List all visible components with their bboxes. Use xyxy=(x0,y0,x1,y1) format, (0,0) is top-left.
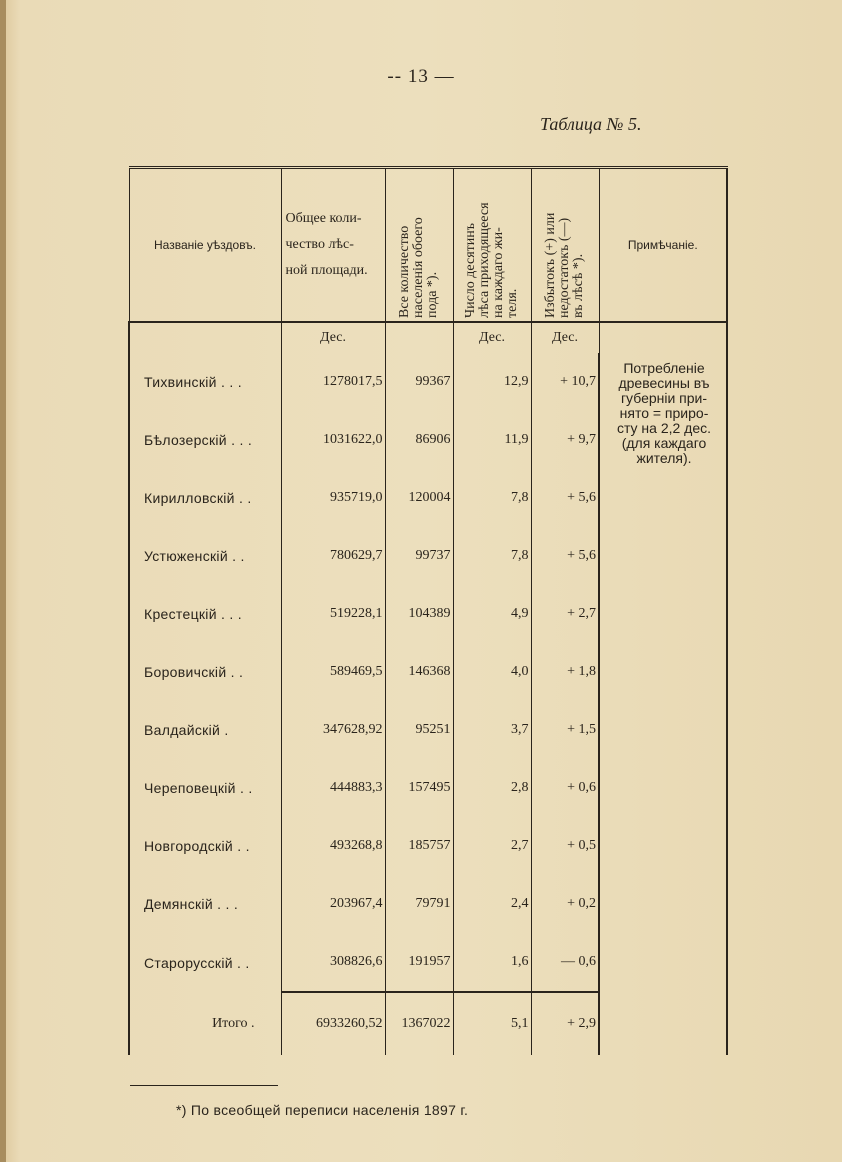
district-per-inhabitant: 2,4 xyxy=(453,875,531,933)
district-surplus: + 9,7 xyxy=(531,411,599,469)
district-name: Устюженскій . . xyxy=(129,527,281,585)
unit-population xyxy=(385,322,453,353)
total-label: Итого . xyxy=(129,992,281,1055)
note-line: губерніи при- xyxy=(620,390,708,406)
district-per-inhabitant: 4,9 xyxy=(453,585,531,643)
district-surplus: + 0,5 xyxy=(531,817,599,875)
header-population-text: Все количество населенія обоего пода *). xyxy=(397,217,440,318)
table-header-row xyxy=(129,168,727,323)
note-line: (для каждаго xyxy=(621,435,707,451)
district-population: 191957 xyxy=(385,933,453,992)
header-note: Примѣчаніе. xyxy=(599,168,727,323)
district-area: 780629,7 xyxy=(281,527,385,585)
header-surplus xyxy=(531,168,599,323)
district-per-inhabitant: 12,9 xyxy=(453,353,531,411)
district-name: Боровичскій . . xyxy=(129,643,281,701)
note-line: жителя). xyxy=(636,450,692,466)
header-total-area xyxy=(281,168,385,323)
district-surplus: + 1,8 xyxy=(531,643,599,701)
district-population: 79791 xyxy=(385,875,453,933)
page-spine-edge xyxy=(0,0,6,1162)
district-per-inhabitant: 7,8 xyxy=(453,527,531,585)
header-per-inhabitant-text: Число десятинъ лѣса приходящееся на каждаго жи- теля. xyxy=(463,202,520,318)
forest-table-container xyxy=(128,166,726,1062)
district-name: Череповецкій . . xyxy=(129,759,281,817)
district-population: 157495 xyxy=(385,759,453,817)
district-population: 146368 xyxy=(385,643,453,701)
district-population: 185757 xyxy=(385,817,453,875)
district-name: Демянскій . . . xyxy=(129,875,281,933)
header-population xyxy=(385,168,453,323)
district-name: Старорусскій . . xyxy=(129,933,281,992)
district-population: 120004 xyxy=(385,469,453,527)
header-surplus-text: Избытокъ (+) или недостатокъ (—) въ лѣсѣ *). xyxy=(543,212,586,318)
district-area: 308826,6 xyxy=(281,933,385,992)
district-population: 86906 xyxy=(385,411,453,469)
district-surplus: + 5,6 xyxy=(531,469,599,527)
footnote: *) По всеобщей переписи населенія 1897 г. xyxy=(176,1102,469,1118)
unit-per-inhabitant: Дес. xyxy=(453,322,531,353)
district-name: Бѣлозерскій . . . xyxy=(129,411,281,469)
district-surplus: + 0,2 xyxy=(531,875,599,933)
district-population: 104389 xyxy=(385,585,453,643)
district-name: Валдайскій . xyxy=(129,701,281,759)
footnote-divider xyxy=(130,1085,278,1086)
district-name: Крестецкій . . . xyxy=(129,585,281,643)
header-total-area-text: Общее коли- чество лѣс- ной площади. xyxy=(285,211,368,278)
district-per-inhabitant: 2,8 xyxy=(453,759,531,817)
district-name: Новгородскій . . xyxy=(129,817,281,875)
district-per-inhabitant: 11,9 xyxy=(453,411,531,469)
total-population: 1367022 xyxy=(385,992,453,1055)
district-area: 1278017,5 xyxy=(281,353,385,411)
district-surplus: — 0,6 xyxy=(531,933,599,992)
district-area: 935719,0 xyxy=(281,469,385,527)
forest-area-table xyxy=(128,166,728,1055)
unit-total-area: Дес. xyxy=(281,322,385,353)
district-surplus: + 5,6 xyxy=(531,527,599,585)
district-per-inhabitant: 4,0 xyxy=(453,643,531,701)
units-row xyxy=(129,322,727,353)
note-line: сту на 2,2 дес. xyxy=(616,420,712,436)
district-per-inhabitant: 3,7 xyxy=(453,701,531,759)
district-area: 493268,8 xyxy=(281,817,385,875)
district-surplus: + 0,6 xyxy=(531,759,599,817)
header-per-inhabitant xyxy=(453,168,531,323)
district-surplus: + 10,7 xyxy=(531,353,599,411)
district-surplus: + 2,7 xyxy=(531,585,599,643)
district-per-inhabitant: 7,8 xyxy=(453,469,531,527)
page-number: -- 13 — xyxy=(387,66,455,87)
district-surplus: + 1,5 xyxy=(531,701,599,759)
district-area: 444883,3 xyxy=(281,759,385,817)
district-area: 1031622,0 xyxy=(281,411,385,469)
note-line: Потребленіе xyxy=(623,360,705,376)
district-name: Тихвинскій . . . xyxy=(129,353,281,411)
district-area: 203967,4 xyxy=(281,875,385,933)
total-area: 6933260,52 xyxy=(281,992,385,1055)
note-cell xyxy=(599,322,727,1055)
district-area: 519228,1 xyxy=(281,585,385,643)
header-district-name: Названіе уѣздовъ. xyxy=(129,168,281,323)
table-title: Таблица № 5. xyxy=(540,114,642,134)
total-surplus: + 2,9 xyxy=(531,992,599,1055)
district-area: 589469,5 xyxy=(281,643,385,701)
district-area: 347628,92 xyxy=(281,701,385,759)
unit-name xyxy=(129,322,281,353)
district-name: Кирилловскій . . xyxy=(129,469,281,527)
note-line: древесины въ xyxy=(618,375,710,391)
district-population: 95251 xyxy=(385,701,453,759)
district-population: 99367 xyxy=(385,353,453,411)
total-per-inhabitant: 5,1 xyxy=(453,992,531,1055)
district-per-inhabitant: 1,6 xyxy=(453,933,531,992)
district-per-inhabitant: 2,7 xyxy=(453,817,531,875)
note-line: нято = приро- xyxy=(619,405,709,421)
unit-surplus: Дес. xyxy=(531,322,599,353)
district-population: 99737 xyxy=(385,527,453,585)
